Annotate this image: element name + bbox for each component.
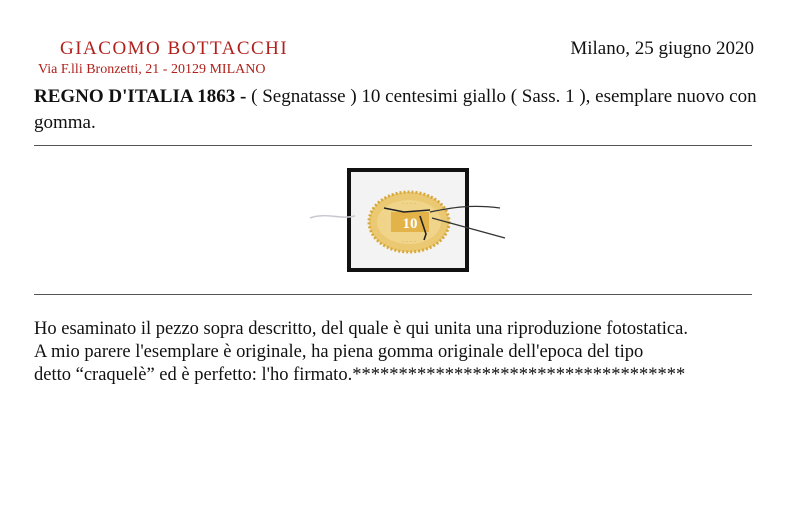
signature-marks [300, 190, 530, 260]
statement-line-3: detto “craquelè” ed è perfetto: l'ho firmato.************************************ [34, 365, 686, 385]
divider-bottom [34, 294, 752, 295]
statement-line-1: Ho esaminato il pezzo sopra descritto, del quale è qui unita una riproduzione fotostatica. [34, 319, 688, 339]
sender-address: Via F.lli Bronzetti, 21 - 20129 MILANO [38, 62, 266, 77]
sender-name: GIACOMO BOTTACCHI [60, 38, 289, 59]
svg-text:· · · ·: · · · · [401, 238, 417, 246]
certificate-date: Milano, 25 giugno 2020 [570, 38, 754, 59]
statement-line-2: A mio parere l'esemplare è originale, ha piena gomma originale dell'epoca del tipo [34, 342, 644, 362]
item-description [34, 84, 760, 136]
divider-top [34, 145, 752, 146]
expert-statement [34, 318, 760, 387]
stamp-value: 10 [402, 216, 418, 232]
description-lead: REGNO D'ITALIA 1863 - [34, 86, 247, 107]
svg-text:· · · ·: · · · · [401, 200, 417, 208]
description-text: ( Segnatasse ) 10 centesimi giallo ( Sass. 1 ), esemplare nuovo con gomma. [34, 86, 757, 133]
